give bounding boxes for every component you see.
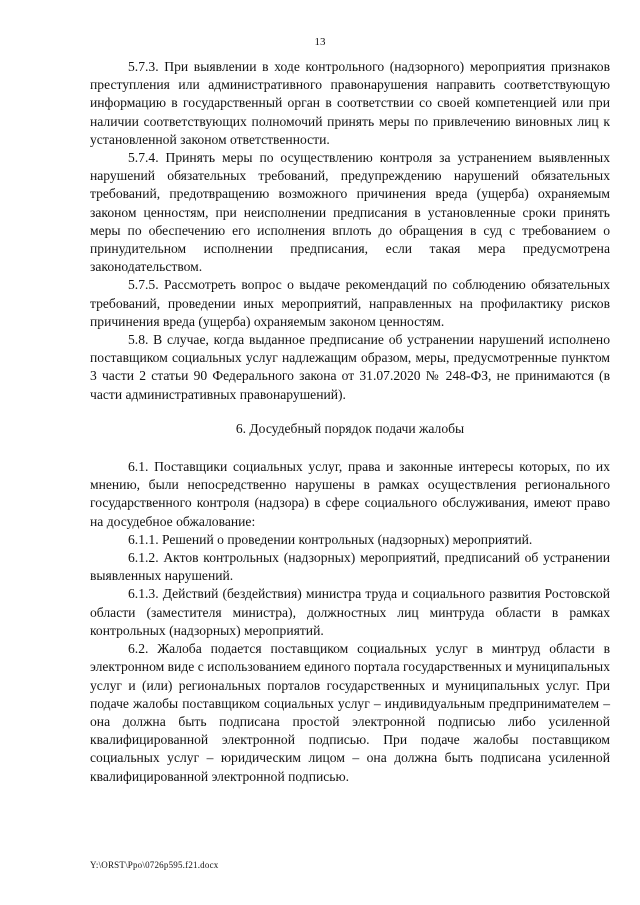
paragraph-5-7-3: 5.7.3. При выявлении в ходе контрольного (надзорного) мероприятия признаков преступления или административного правонарушения направить соответствующую информацию в государственный орган в соответствии со своей компетенцией или при наличии соответствующих полномочий принять меры по привлечению виновных лиц к установленной законом ответственности. — [90, 59, 610, 147]
paragraph-6-2: 6.2. Жалоба подается поставщиком социальных услуг в минтруд области в электронном виде с использованием единого портала государственных и муниципальных услуг и (или) региональных порталов государственных и муниципальных услуг. При подаче жалобы поставщиком социальных услуг – индивидуальным предпринимателем – она должна быть подписана простой электронной подписью либо усиленной квалифицированной электронной подписью. При подаче жалобы поставщиком социальных услуг – юридическим лицом – она должна быть подписана усиленной квалифицированной электронной подписью. — [90, 641, 610, 784]
footer-file-path: Y:\ORST\Ppo\0726p595.f21.docx — [90, 860, 219, 870]
paragraph-6-1: 6.1. Поставщики социальных услуг, права и законные интересы которых, по их мнению, были непосредственно нарушены в рамках осуществления регионального государственного контроля (надзора) в сфере социального обслуживания, имеют право на досудебное обжалование: — [90, 459, 610, 529]
paragraph-5-8: 5.8. В случае, когда выданное предписание об устранении нарушений исполнено поставщиком социальных услуг надлежащим образом, меры, предусмотренные пунктом 3 части 2 статьи 90 Федерального закона от 31.07.2020 № 248-ФЗ, не принимаются (в части административных правонарушений). — [90, 332, 610, 402]
document-body — [90, 58, 610, 786]
section-heading: 6. Досудебный порядок подачи жалобы — [235, 420, 465, 436]
page-number: 13 — [314, 36, 326, 48]
paragraph-6-1-1: 6.1.1. Решений о проведении контрольных (надзорных) мероприятий. — [128, 531, 533, 547]
paragraph-5-7-4: 5.7.4. Принять меры по осуществлению контроля за устранением выявленных нарушений обязательных требований, предупреждению нарушений обязательных требований, предотвращению возможного причинения вреда (ущерба) охраняемым законом ценностям, при неисполнении предписания в установленные сроки принять меры по обеспечению его исполнения вплоть до обращения в суд с требованием о принудительном исполнении предписания, если такая мера предусмотрена законодательством. — [90, 150, 610, 275]
paragraph-5-7-5: 5.7.5. Рассмотреть вопрос о выдаче рекомендаций по соблюдению обязательных требований, проведении иных мероприятий, направленных на профилактику рисков причинения вреда (ущерба) охраняемым законом ценностям. — [90, 277, 610, 329]
paragraph-6-1-3: 6.1.3. Действий (бездействия) министра труда и социального развития Ростовской области (заместителя министра), должностных лиц минтруда области в рамках контрольных (надзорных) мероприятий. — [90, 586, 610, 638]
paragraph-6-1-2: 6.1.2. Актов контрольных (надзорных) мероприятий, предписаний об устранении выявленных нарушений. — [90, 550, 610, 584]
